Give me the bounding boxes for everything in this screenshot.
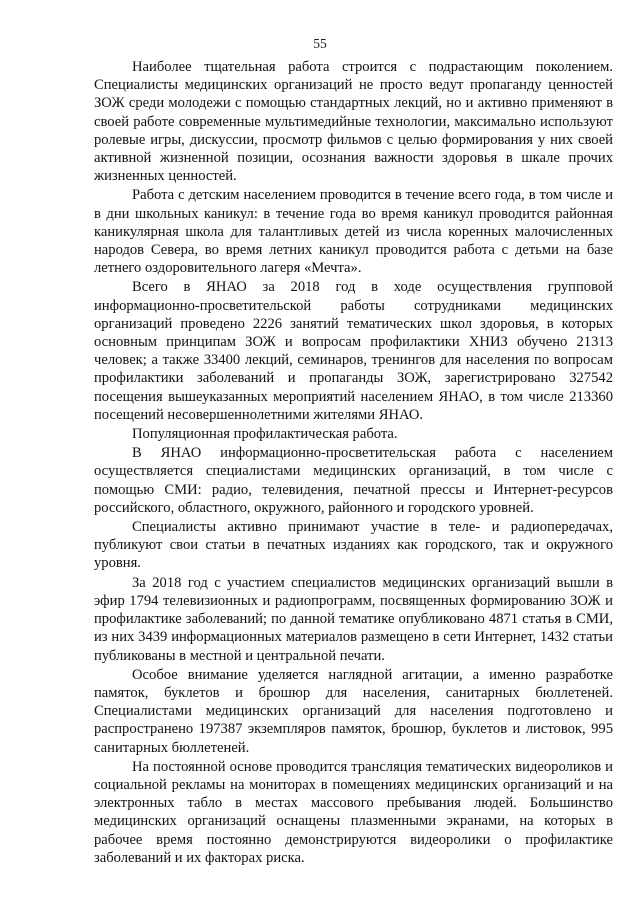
document-body <box>94 58 613 867</box>
paragraph-youth-work: Наиболее тщательная работа строится с подрастающим поколением. Специалисты медицинских организаций не просто ведут пропаганду ценностей ЗОЖ среди молодежи с помощью стандартных лекций, но и активно применяют в своей работе современные мультимедийные технологии, максимально используют ролевые игры, дискуссии, просмотр фильмов с целью формирования у них своей активной жизненной позиции, осознания важности здоровья в шкале прочих жизненных ценностей. <box>94 59 613 185</box>
paragraph-group-work-stats: Всего в ЯНАО за 2018 год в ходе осуществления групповой информационно-просветительской работы сотрудниками медицинских организаций проведено 2226 занятий тематических школ здоровья, в которых основным принципам ЗОЖ и вопросам профилактики ХНИЗ обучено 21313 человек; а также 33400 лекций, семинаров, тренингов для населения по вопросам профилактики заболеваний и пропаганды ЗОЖ, зарегистрировано 327542 посещения вышеуказанных мероприятий населением ЯНАО, в том числе 213360 посещений несовершеннолетними жителями ЯНАО. <box>94 279 613 423</box>
page-number: 55 <box>313 36 327 51</box>
paragraph-media-stats: За 2018 год с участием специалистов медицинских организаций вышли в эфир 1794 телевизионных и радиопрограмм, посвященных формированию ЗОЖ и профилактике заболеваний; по данной тематике опубликовано 4871 статья в СМИ, из них 3439 информационных материалов размещено в сети Интернет, 1432 статьи публикованы в местной и центральной печати. <box>94 574 613 664</box>
paragraph-media-work: В ЯНАО информационно-просветительская работа с населением осуществляется специалистами медицинских организаций, в том числе с помощью СМИ: радио, телевидения, печатной прессы и Интернет-ресурсов российского, областного, окружного, районного и городского уровней. <box>94 445 613 516</box>
paragraph-video-broadcast: На постоянной основе проводится трансляция тематических видеороликов и социальной рекламы на мониторах в помещениях медицинских организаций и на электронных табло в местах массового пребывания людей. Большинство медицинских организаций оснащены плазменными экранами, на которых в рабочее время постоянно демонстрируются видеоролики о профилактике заболеваний и их факторах риска. <box>94 758 613 866</box>
paragraph-tv-radio: Специалисты активно принимают участие в теле- и радиопередачах, публикуют свои статьи в печатных изданиях как городского, так и окружного уровня. <box>94 519 613 572</box>
paragraph-visual-agitation: Особое внимание уделяется наглядной агитации, а именно разработке памяток, буклетов и брошюр для населения, санитарных бюллетеней. Специалистами медицинских организаций для населения подготовлено и распространено 197387 экземпляров памяток, брошюр, буклетов и листовок, 995 санитарных бюллетеней. <box>94 666 613 756</box>
paragraph-children-work: Работа с детским населением проводится в течение всего года, в том числе и в дни школьных каникул: в течение года во время каникул проводится районная каникулярная школа для талантливых детей из числа коренных малочисленных народов Севера, во время летних каникул проводится работа с детьми на базе летнего оздоровительного лагеря «Мечта». <box>94 187 613 277</box>
paragraph-population-heading: Популяционная профилактическая работа. <box>132 426 398 443</box>
